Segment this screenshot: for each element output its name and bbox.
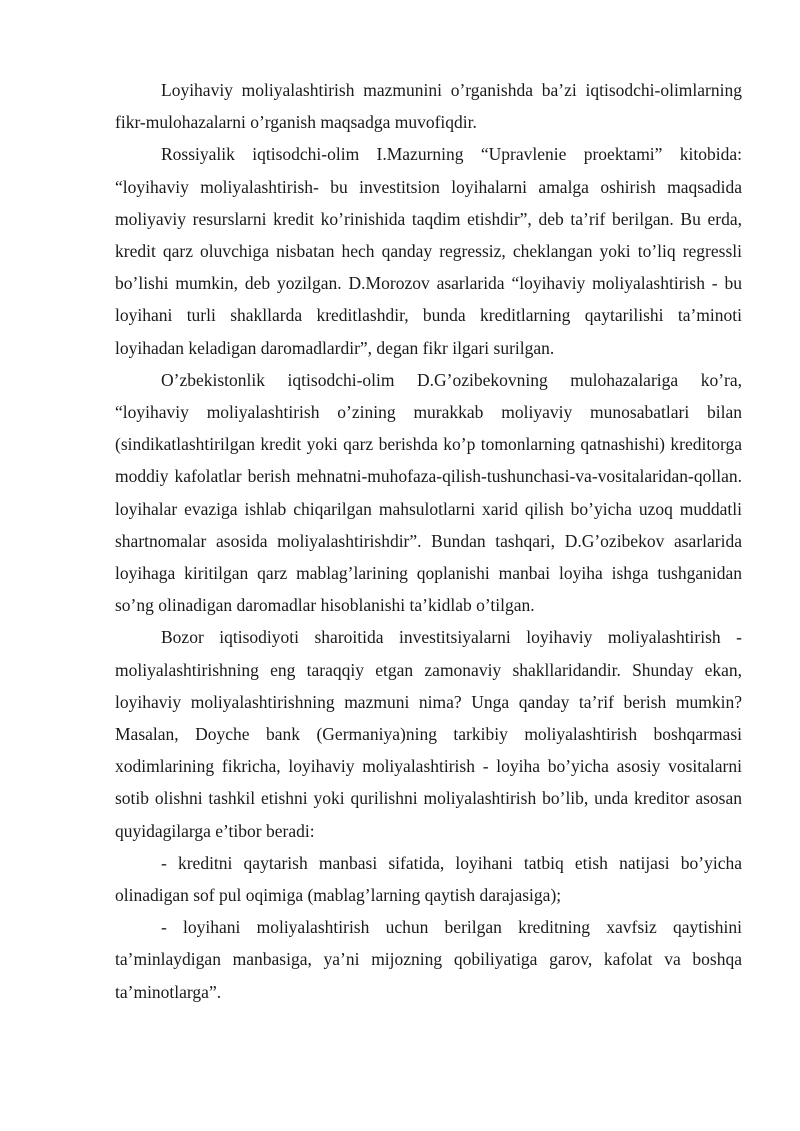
paragraph-market-economy: Bozor iqtisodiyoti sharoitida investitsiyalarni loyihaviy moliyalashtirish - moliyalashtirishning eng taraqqiy etgan zamonaviy shakllaridandir. Shunday ekan, loyihaviy moliyalashtirishning mazmuni nima? Unga qanday ta’rif berish mumkin? Masalan, Doyche bank (Germaniya)ning tarkibiy moliyalashtirish boshqarmasi xodimlarining fikricha, loyihaviy moliyalashtirish - loyiha bo’yicha asosiy vositalarni sotib olishni tashkil etishni yoki qurilishni moliyalashtirish bo’lib, unda kreditor asosan quyidagilarga e’tibor beradi: [115, 627, 742, 841]
list-item-repayment-source: - kreditni qaytarish manbasi sifatida, loyihani tatbiq etish natijasi bo’yicha olinadigan sof pul oqimiga (mablag’larning qaytish darajasiga); [115, 852, 742, 906]
document-page [115, 74, 742, 1008]
paragraph-mazur-morozov: Rossiyalik iqtisodchi-olim I.Mazurning “Upravlenie proektami” kitobida: “loyihaviy moliyalashtirish- bu investitsion loyihalarni amalga oshirish maqsadida moliyaviy resurslarni kredit ko’rinishida taqdim etishdir”, deb ta’rif berilgan. Bu erda, kredit qarz oluvchiga nisbatan hech qanday regressiz, cheklangan yoki to’liq regressli bo’lishi mumkin, deb yozilgan. D.Morozov asarlarida “loyihaviy moliyalashtirish - bu loyihani turli shakllarda kreditlashdir, bunda kreditlarning qaytarilishi ta’minoti loyihadan keladigan daromadlardir”, degan fikr ilgari surilgan. [115, 144, 742, 358]
paragraph-intro: Loyihaviy moliyalashtirish mazmunini o’rganishda ba’zi iqtisodchi-olimlarning fikr-mulohazalarni o’rganish maqsadga muvofiqdir. [115, 80, 742, 133]
paragraph-gozibekov: O’zbekistonlik iqtisodchi-olim D.G’ozibekovning mulohazalariga ko’ra, “loyihaviy moliyalashtirish o’zining murakkab moliyaviy munosabatlari bilan (sindikatlashtirilgan kredit yoki qarz berishda ko’p tomonlarning qatnashishi) kreditorga moddiy kafolatlar berish mehnatni-muhofaza-qilish-tushunchasi-va-vositalaridan-qollan. loyihalar evaziga ishlab chiqarilgan mahsulotlarni xarid qilish bo’yicha uzoq muddatli shartnomalar asosida moliyalashtirishdir”. Bundan tashqari, D.G’ozibekov asarlarida loyihaga kiritilgan qarz mablag’larining qoplanishi manbai loyiha ishga tushganidan so’ng olinadigan daromadlar hisoblanishi ta’kidlab o’tilgan. [115, 369, 742, 616]
list-item-security-source: - loyihani moliyalashtirish uchun berilgan kreditning xavfsiz qaytishini ta’minlaydigan manbasiga, ya’ni mijozning qobiliyatiga garov, kafolat va boshqa ta’minotlarga”. [115, 917, 742, 1002]
